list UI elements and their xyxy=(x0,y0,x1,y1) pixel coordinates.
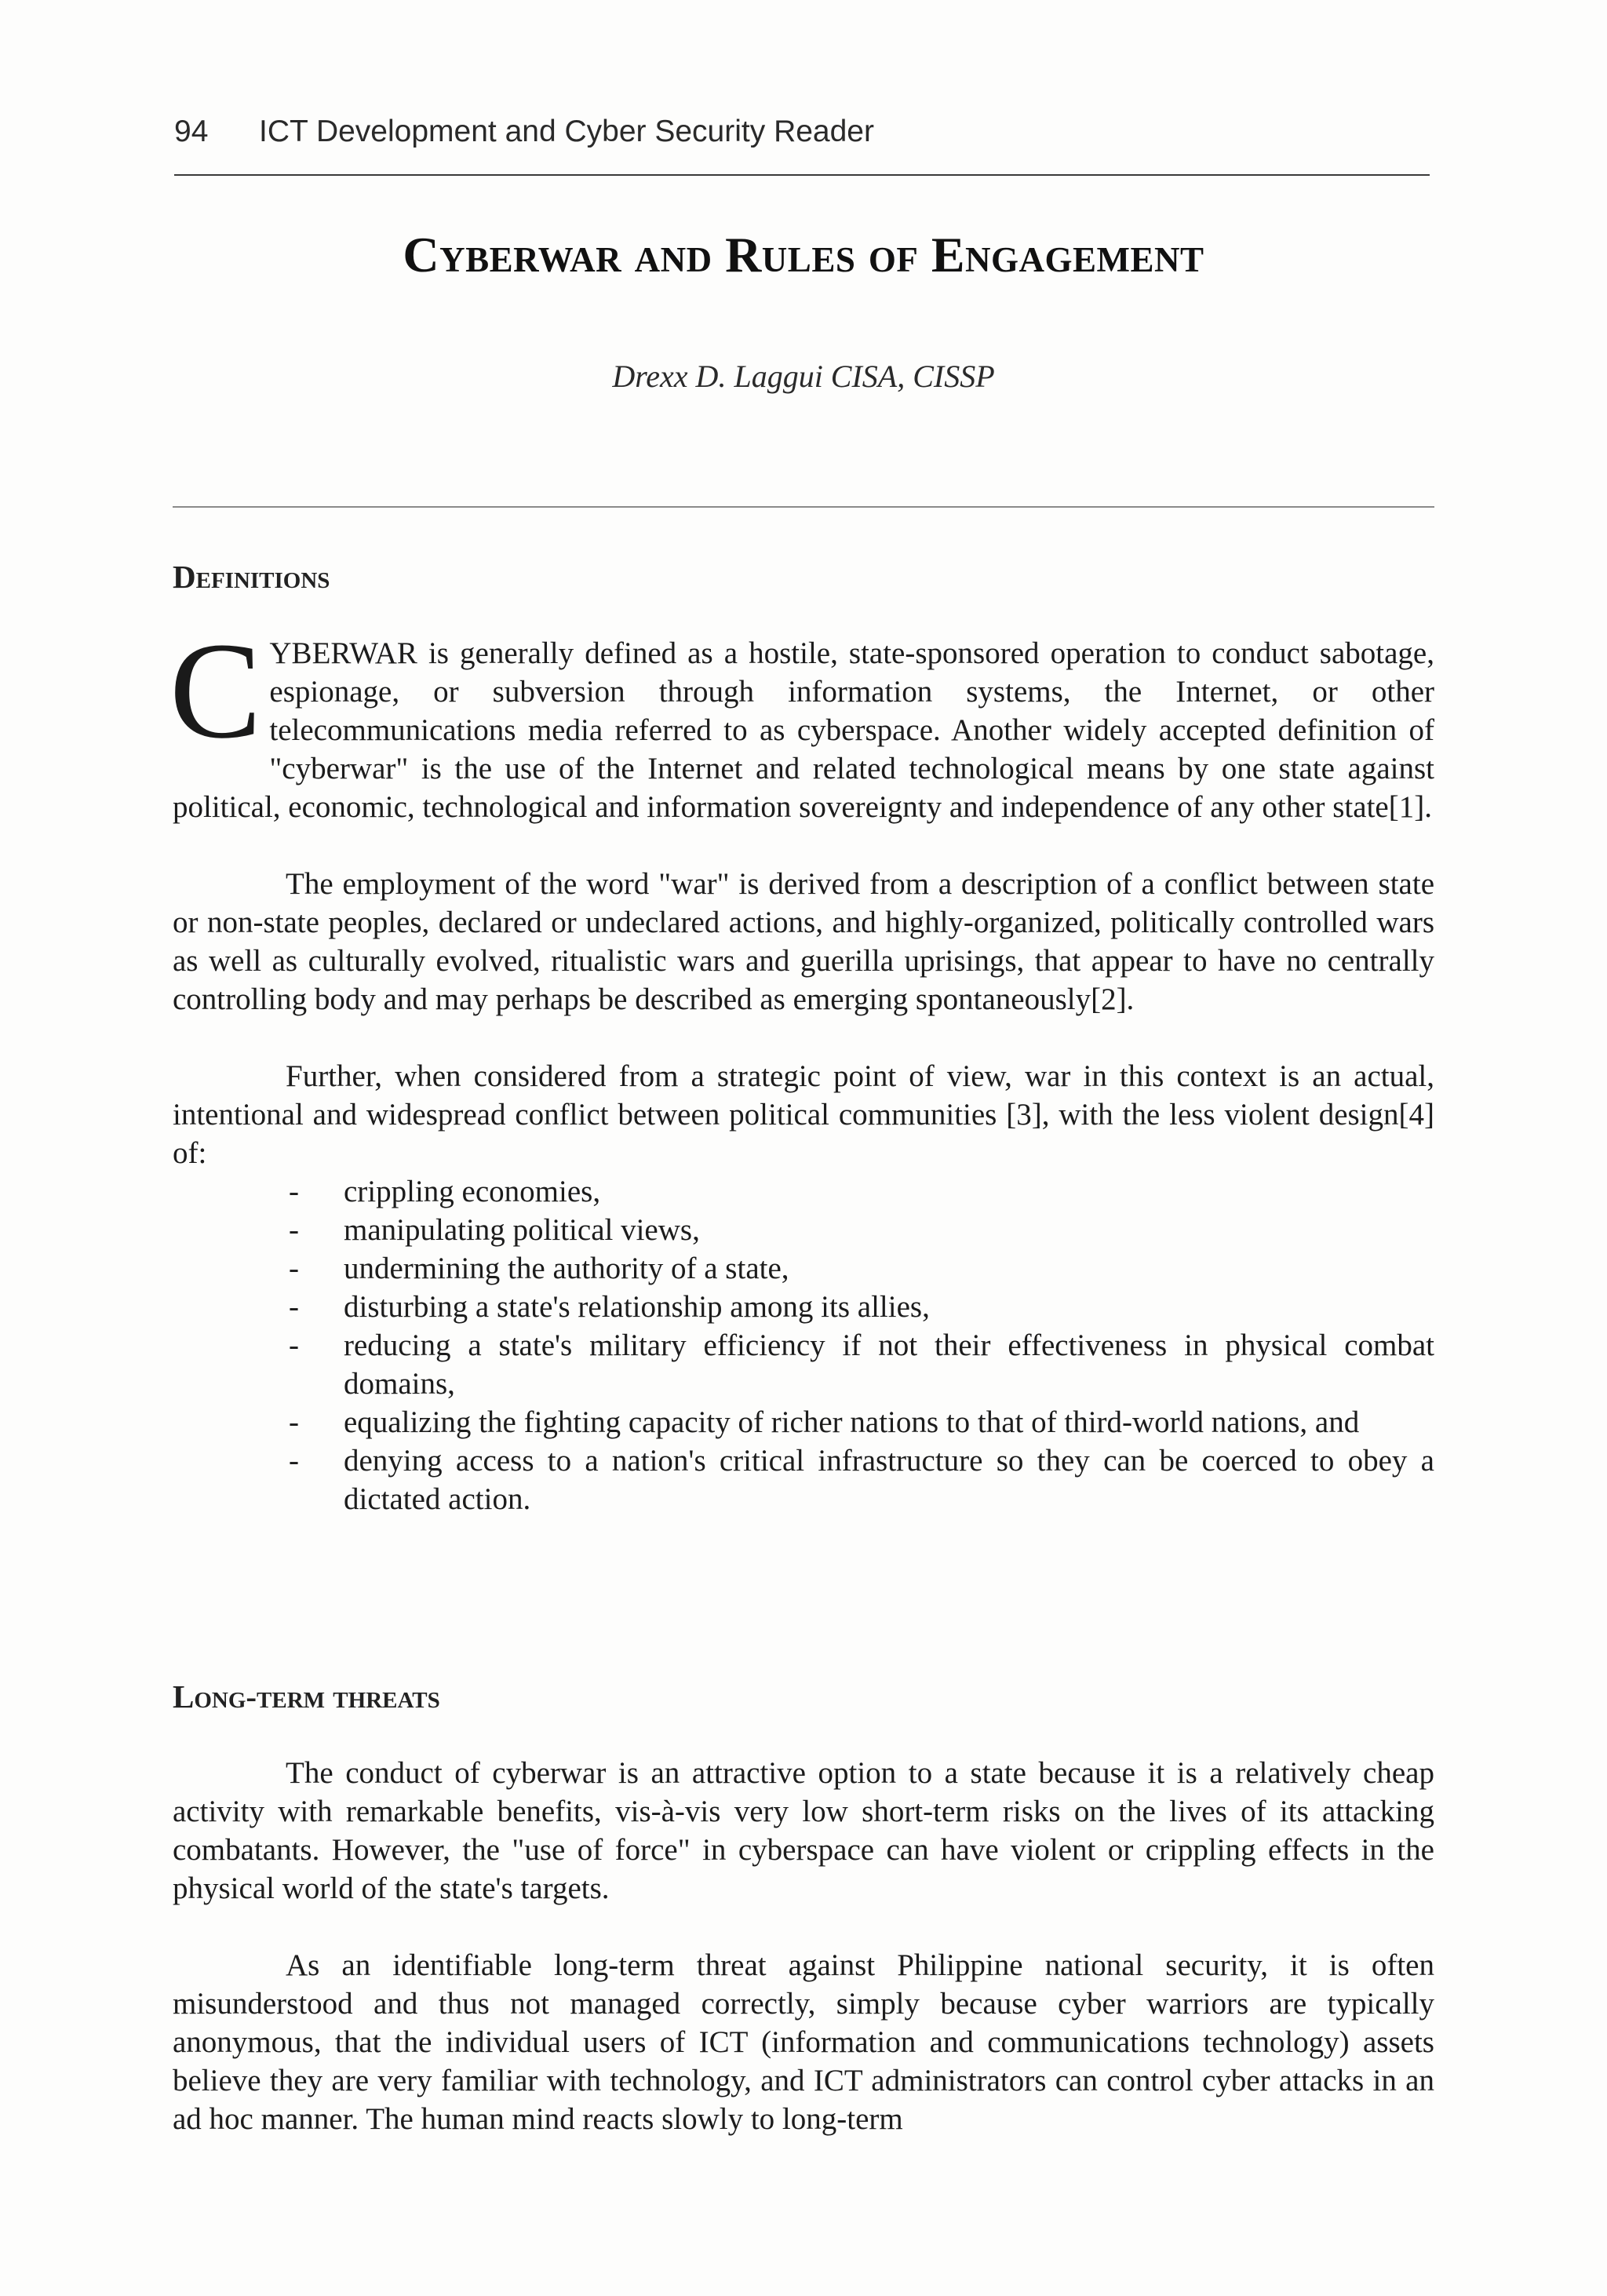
section-divider xyxy=(173,506,1434,508)
threats-paragraph-1: The conduct of cyberwar is an attractive option to a state because it is a relatively cheap activity with remarkable benefits, vis-à-vis very low short-term risks on the lives of its attacking combatants. However, the "use of force" in cyberspace can have violent or crippling effects in the physical world of the state's targets. xyxy=(173,1756,1434,1905)
drop-cap: C xyxy=(169,614,262,767)
definitions-paragraph-1 xyxy=(169,614,1434,826)
list-item: - manipulating political views, xyxy=(344,1211,1434,1249)
definitions-heading: Definitions xyxy=(173,559,330,595)
author-byline: Drexx D. Laggui CISA, CISSP xyxy=(612,359,995,394)
publication-title: ICT Development and Cyber Security Reader xyxy=(259,115,874,148)
design-list xyxy=(173,1172,1434,1518)
long-term-threats-section xyxy=(173,1754,1434,2138)
list-item: - crippling economies, xyxy=(344,1172,1434,1211)
list-item: - reducing a state's military efficiency if not their effectiveness in physical combat domains, xyxy=(344,1326,1434,1403)
list-item: - undermining the authority of a state, xyxy=(344,1249,1434,1288)
list-item: - denying access to a nation's critical infrastructure so they can be coerced to obey a dictated action. xyxy=(344,1441,1434,1518)
page-number: 94 xyxy=(174,115,209,148)
list-item: - equalizing the fighting capacity of richer nations to that of third-world nations, and xyxy=(344,1403,1434,1441)
article-title: Cyberwar and Rules of Engagement xyxy=(403,227,1204,282)
definitions-paragraph-3: Further, when considered from a strategic point of view, war in this context is an actual, intentional and widespread conflict between political communities [3], with the less violent design[4] of: xyxy=(173,1059,1434,1170)
definitions-paragraph-1-text: YBERWAR is generally defined as a hostile, state-sponsored operation to conduct sabotage, espionage, or subversion through information systems, the Internet, or other telecommunications media referred to as cyberspace. Another widely accepted definition of "cyberwar" is the use of the Internet and related technological means by one state against political, economic, technological and information sovereignty and independence of any other state[1]. xyxy=(173,636,1434,824)
header-divider xyxy=(174,174,1430,176)
long-term-threats-heading: Long-term threats xyxy=(173,1678,440,1715)
running-header xyxy=(174,110,1430,154)
list-item: - disturbing a state's relationship among its allies, xyxy=(344,1288,1434,1326)
definitions-section xyxy=(169,614,1434,1518)
threats-paragraph-2: As an identifiable long-term threat against Philippine national security, it is often misunderstood and thus not managed correctly, simply because cyber warriors are typically anonymous, that the individual users of ICT (information and communications technology) assets believe they are very familiar with technology, and ICT administrators can control cyber attacks in an ad hoc manner. The human mind reacts slowly to long-term xyxy=(173,1948,1434,2136)
definitions-paragraph-2: The employment of the word "war" is derived from a description of a conflict between state or non-state peoples, declared or undeclared actions, and highly-organized, politically controlled wars as well as culturally evolved, ritualistic wars and guerilla uprisings, that appear to have no centrally controlling body and may perhaps be described as emerging spontaneously[2]. xyxy=(173,867,1434,1016)
